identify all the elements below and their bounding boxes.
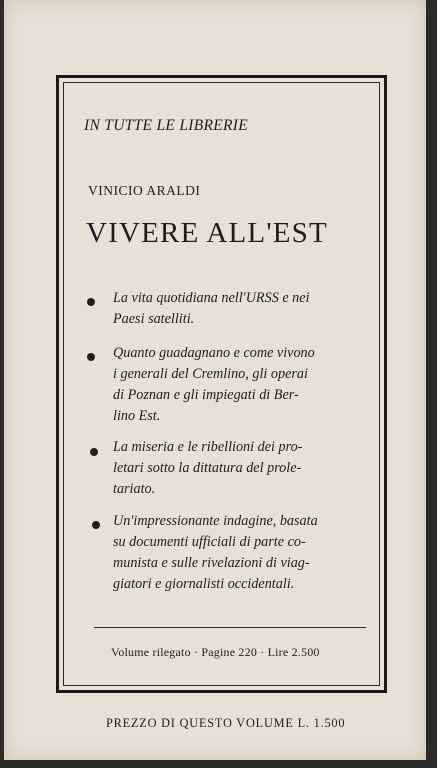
bullet-icon xyxy=(90,448,98,456)
divider-line xyxy=(94,627,366,628)
bullet-item-2: Quanto guadagnano e come vivono i generali del Cremlino, gli operai di Poznan e gli impiegati di Ber- lino Est. xyxy=(113,345,315,424)
bullet-icon xyxy=(92,521,100,529)
price-text: PREZZO DI QUESTO VOLUME L. 1.500 xyxy=(106,716,346,730)
volume-info: Volume rilegato · Pagine 220 · Lire 2.500 xyxy=(111,645,320,659)
announcement-text: IN TUTTE LE LIBRERIE xyxy=(84,117,249,134)
book-back-cover xyxy=(4,0,426,760)
book-title: VIVERE ALL'EST xyxy=(86,217,328,249)
bullet-item-4: Un'impressionante indagine, basata su documenti ufficiali di parte co- munista e sulle rivelazioni di viag- giatori e giornalisti occidentali. xyxy=(113,513,318,592)
bullet-item-3: La miseria e le ribellioni dei pro- letari sotto la dittatura del prole- tariato. xyxy=(113,439,303,497)
bullet-item-1: La vita quotidiana nell'URSS e nei Paesi satelliti. xyxy=(113,290,310,327)
bullet-icon xyxy=(87,298,95,306)
bullet-icon xyxy=(87,353,95,361)
author-name: VINICIO ARALDI xyxy=(88,183,201,198)
